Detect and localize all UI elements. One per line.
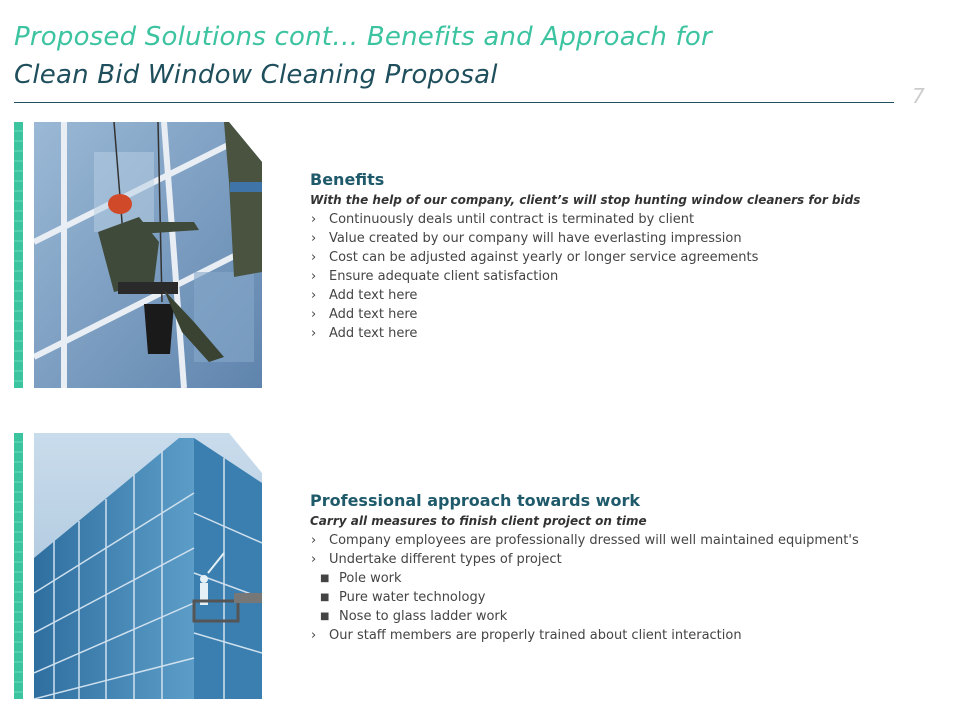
list-subitem: ■ Nose to glass ladder work	[320, 609, 508, 624]
title-line-2: Clean Bid Window Cleaning Proposal	[14, 60, 498, 90]
list-item: › Undertake different types of project	[311, 552, 562, 567]
list-item: › Company employees are professionally dressed will well maintained equipment's	[311, 533, 859, 548]
chevron-icon: ›	[311, 533, 317, 548]
chevron-icon: ›	[311, 269, 317, 284]
approach-subheading: Carry all measures to finish client project on time	[310, 514, 647, 528]
list-item: › Add text here	[311, 326, 418, 341]
accent-bar-bottom	[14, 433, 23, 699]
chevron-icon: ›	[311, 288, 317, 303]
chevron-icon: ›	[311, 231, 317, 246]
square-bullet-icon: ■	[320, 573, 330, 584]
benefits-subheading: With the help of our company, client’s will stop hunting window cleaners for bids	[310, 193, 861, 207]
window-cleaner-photo	[34, 122, 262, 388]
benefits-section	[310, 170, 930, 343]
chevron-icon: ›	[311, 250, 317, 265]
chevron-icon: ›	[311, 212, 317, 227]
list-item: › Ensure adequate client satisfaction	[311, 269, 559, 284]
benefits-heading: Benefits	[310, 170, 385, 189]
chevron-icon: ›	[311, 326, 317, 341]
approach-list	[310, 531, 930, 645]
list-subitem: ■ Pole work	[320, 571, 402, 586]
benefits-list	[310, 210, 930, 343]
approach-section	[310, 491, 930, 645]
chevron-icon: ›	[311, 628, 317, 643]
list-item: › Add text here	[311, 307, 418, 322]
list-item: › Add text here	[311, 288, 418, 303]
page-number: 7	[912, 84, 925, 108]
list-item: › Continuously deals until contract is terminated by client	[311, 212, 695, 227]
slide-title	[14, 18, 894, 94]
list-item: › Our staff members are properly trained about client interaction	[311, 628, 742, 643]
glass-building-photo	[34, 433, 262, 699]
square-bullet-icon: ■	[320, 592, 330, 603]
list-item: › Cost can be adjusted against yearly or longer service agreements	[311, 250, 759, 265]
chevron-icon: ›	[311, 307, 317, 322]
accent-bar-top	[14, 122, 23, 388]
title-line-1: Proposed Solutions cont… Benefits and Approach for	[14, 22, 712, 52]
chevron-icon: ›	[311, 552, 317, 567]
title-divider	[14, 102, 894, 103]
list-subitem: ■ Pure water technology	[320, 590, 486, 605]
list-item: › Value created by our company will have everlasting impression	[311, 231, 742, 246]
approach-heading: Professional approach towards work	[310, 491, 640, 510]
square-bullet-icon: ■	[320, 611, 330, 622]
